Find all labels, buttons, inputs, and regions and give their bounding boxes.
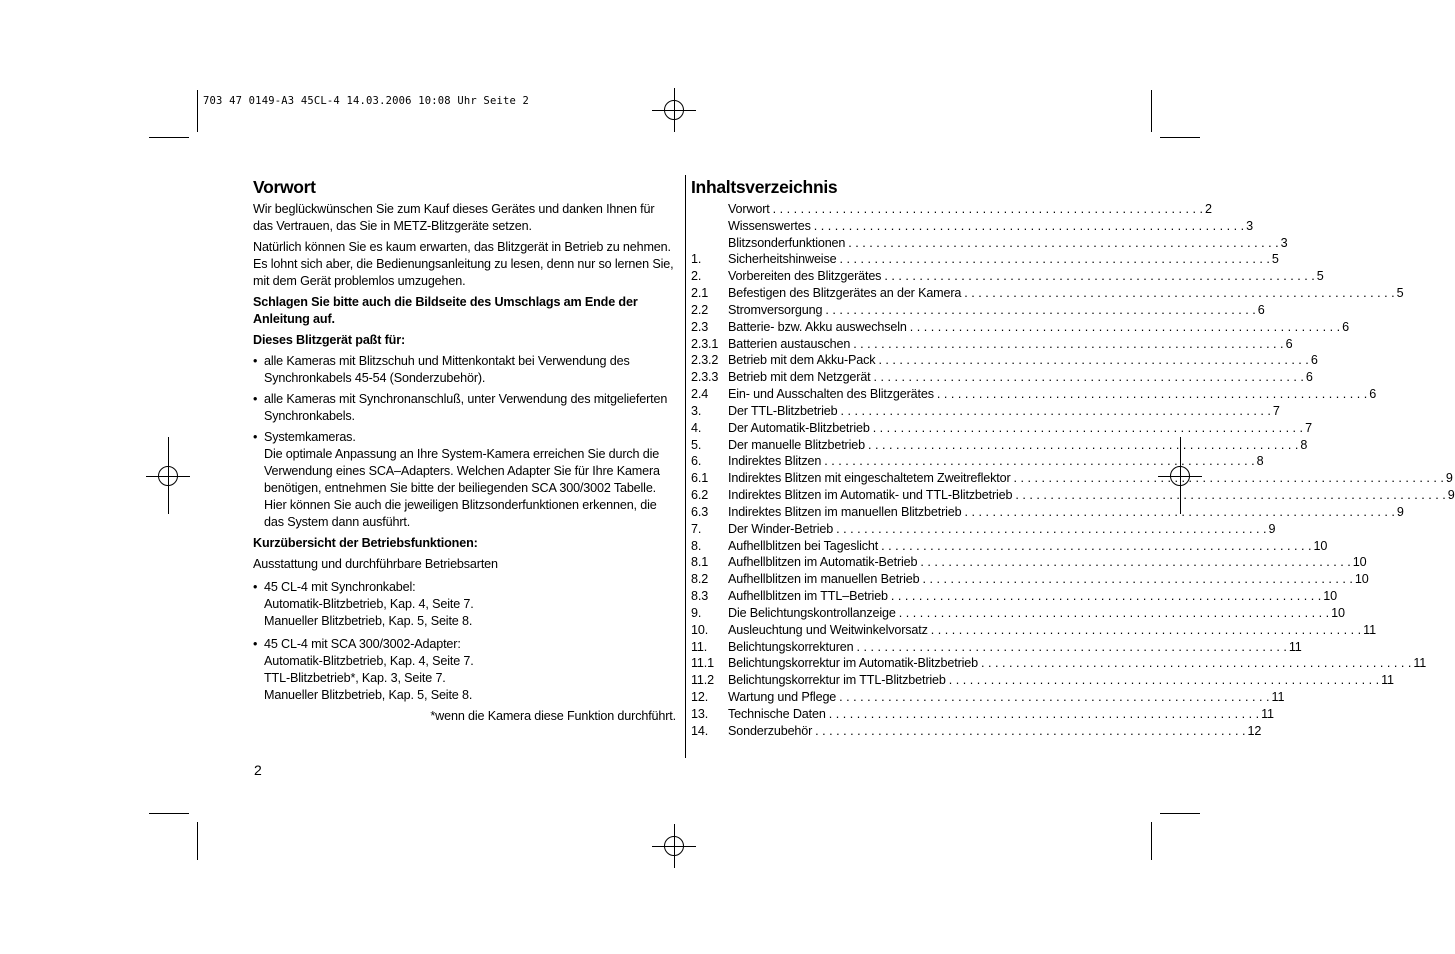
toc-entry-number: 12. xyxy=(691,690,709,705)
toc-dot-leader xyxy=(946,672,1379,689)
toc-entry xyxy=(691,571,1369,588)
toc-entry xyxy=(691,352,1318,369)
registration-mark-bottom xyxy=(652,824,696,868)
toc-entry-title: Technische Daten xyxy=(728,706,826,721)
toc-entry-page: 3 xyxy=(1280,235,1288,250)
toc-entry-page: 8 xyxy=(1256,454,1264,469)
toc-entry-page: 10 xyxy=(1331,605,1345,620)
toc-entry-page: 6 xyxy=(1257,302,1265,317)
crop-mark xyxy=(149,137,189,138)
toc-entry-title: Batterien austauschen xyxy=(728,336,851,351)
toc-entry xyxy=(691,554,1367,571)
toc-dot-leader xyxy=(822,302,1255,319)
crop-mark xyxy=(197,90,198,132)
toc-entry-title: Aufhellblitzen im manuellen Betrieb xyxy=(728,572,920,587)
toc-dot-leader xyxy=(854,639,1287,656)
toc-entry-number: 2.3.1 xyxy=(691,336,719,351)
toc-entry-number: 10. xyxy=(691,622,709,637)
cover-note: Schlagen Sie bitte auch die Bildseite des Umschlags am Ende der Anleitung auf. xyxy=(253,295,638,326)
foreword-paragraph: Wir beglückwünschen Sie zum Kauf dieses Gerätes und danken Ihnen für das Vertrauen, das Sie in METZ-Blitzgeräte setzen. xyxy=(253,202,655,233)
toc-entry xyxy=(691,689,1285,706)
list-item: • alle Kameras mit Synchronanschluß, unter Verwendung des mitgelieferten Synchronkabels. xyxy=(253,392,668,423)
toc-entry-page: 6 xyxy=(1305,370,1313,385)
toc-entry xyxy=(691,302,1265,319)
toc-entry-page: 10 xyxy=(1323,589,1338,604)
toc-entry-number: 11. xyxy=(691,639,708,654)
toc-entry-title: Blitzsonderfunktionen xyxy=(728,235,846,250)
toc-entry-title: Vorbereiten des Blitzgerätes xyxy=(728,269,882,284)
toc-dot-leader xyxy=(836,251,1269,268)
toc-dot-leader xyxy=(833,521,1266,538)
toc-entry-title: Aufhellblitzen bei Tageslicht xyxy=(728,538,879,553)
toc-dot-leader xyxy=(1011,470,1444,487)
toc-entry-number: 6.2 xyxy=(691,488,709,503)
toc-entry xyxy=(691,285,1404,302)
toc-entry xyxy=(691,319,1349,336)
column-divider xyxy=(685,175,686,758)
toc-entry-number: 2.2 xyxy=(691,302,709,317)
list-item: • Systemkameras. Die optimale Anpassung an Ihre System-Kamera erreichen Sie durch die Verwendung eines SCA–Adapters. Welchen Adapter Sie für Ihre Kamera benötigen, entnehmen Sie bitte der beiliegenden SCA 300/3002 Tabelle. Hier können Sie auch die jeweiligen Blitzsonderfunktionen erkennen, die das System dann ausführt. xyxy=(253,430,660,529)
toc-entry-number: 3. xyxy=(691,403,702,418)
toc-entry-number: 8.3 xyxy=(691,589,709,604)
toc-dot-leader xyxy=(811,218,1244,235)
toc-entry-page: 9 xyxy=(1447,488,1455,503)
toc-entry-title: Wartung und Pflege xyxy=(728,690,837,705)
toc-entry xyxy=(691,369,1313,386)
toc-entry-number: 14. xyxy=(691,723,709,738)
toc-entry xyxy=(691,336,1293,353)
toc-entry-number: 8.2 xyxy=(691,572,709,587)
toc-entry xyxy=(691,639,1302,656)
toc-entry-number xyxy=(691,201,728,218)
toc-entry-page: 11 xyxy=(1271,690,1285,705)
toc-entry-number: 2.3.3 xyxy=(691,370,719,385)
toc-dot-leader xyxy=(919,571,1352,588)
crop-mark xyxy=(1160,813,1200,814)
toc-entry-page: 7 xyxy=(1272,403,1280,418)
toc-entry-title: Aufhellblitzen im Automatik-Betrieb xyxy=(728,555,918,570)
toc-entry-title: Der TTL-Blitzbetrieb xyxy=(728,403,838,418)
toc-entry xyxy=(691,622,1376,639)
toc-entry-title: Betrieb mit dem Akku-Pack xyxy=(728,353,876,368)
toc-entry-number: 11.2 xyxy=(691,673,714,688)
foreword-heading: Vorwort xyxy=(253,177,316,197)
toc-entry-page: 5 xyxy=(1316,269,1324,284)
toc-entry xyxy=(691,437,1308,454)
toc-dot-leader xyxy=(865,437,1298,454)
toc-entry-page: 6 xyxy=(1342,319,1349,334)
toc-dot-leader xyxy=(836,689,1269,706)
toc-entry-title: Ausleuchtung und Weitwinkelvorsatz xyxy=(728,622,928,637)
toc-entry-page: 11 xyxy=(1363,622,1376,637)
toc-entry-title: Der Winder-Betrieb xyxy=(728,521,834,536)
toc-entry-page: 9 xyxy=(1268,521,1276,536)
toc-entry-number: 6. xyxy=(691,454,702,469)
toc-dot-leader xyxy=(875,352,1308,369)
toc-entry xyxy=(691,588,1338,605)
toc-entry-title: Vorwort xyxy=(728,202,770,216)
toc-heading: Inhaltsverzeichnis xyxy=(691,177,838,197)
toc-entry-number xyxy=(691,218,728,235)
toc-entry-number: 13. xyxy=(691,706,709,721)
toc-entry-page: 11 xyxy=(1413,656,1427,671)
toc-dot-leader xyxy=(978,655,1411,672)
foreword-column xyxy=(253,176,676,725)
toc-entry xyxy=(691,470,1453,487)
toc-entry-page: 10 xyxy=(1313,538,1328,553)
toc-entry-page: 6 xyxy=(1369,387,1377,402)
toc-entry-title: Belichtungskorrektur im TTL-Blitzbetrieb xyxy=(728,673,946,688)
toc-entry xyxy=(691,386,1377,403)
toc-entry-page: 6 xyxy=(1310,353,1318,368)
toc-dot-leader xyxy=(962,504,1395,521)
crop-mark xyxy=(1151,822,1152,860)
foreword-paragraph: Natürlich können Sie es kaum erwarten, das Blitzgerät in Betrieb zu nehmen. Es lohnt sich aber, die Bedienungsanleitung zu lesen, denn nur so lernen Sie, mit dem Gerät problemlos umzugehen. xyxy=(253,240,674,288)
toc-entry-title: Aufhellblitzen im TTL–Betrieb xyxy=(728,589,888,604)
footnote: *wenn die Kamera diese Funktion durchführt. xyxy=(430,709,676,723)
compatibility-heading: Dieses Blitzgerät paßt für: xyxy=(253,333,406,347)
toc-entry xyxy=(691,453,1264,470)
toc-entry-page: 9 xyxy=(1396,504,1404,519)
toc-entry xyxy=(691,655,1427,672)
toc-entry-number: 2. xyxy=(691,269,702,284)
toc-entry xyxy=(691,538,1328,555)
toc-entry xyxy=(691,723,1262,740)
toc-dot-leader xyxy=(871,369,1304,386)
overview-text: Ausstattung und durchführbare Betriebsarten xyxy=(253,557,498,571)
crop-mark xyxy=(1151,90,1152,132)
toc-entry-title: Die Belichtungskontrollanzeige xyxy=(728,605,896,620)
toc-entry-number: 1. xyxy=(691,252,702,267)
toc-entry xyxy=(691,251,1279,268)
toc-dot-leader xyxy=(961,285,1394,302)
registration-mark-left xyxy=(146,454,190,498)
toc-entry-title: Der Automatik-Blitzbetrieb xyxy=(728,420,870,435)
toc-dot-leader xyxy=(917,554,1350,571)
toc-dot-leader xyxy=(845,235,1278,252)
toc-entry-page: 11 xyxy=(1261,706,1274,721)
toc-dot-leader xyxy=(1012,487,1445,504)
toc-dot-leader xyxy=(770,201,1203,218)
toc-entry xyxy=(691,521,1276,538)
toc-entry-title: Belichtungskorrektur im Automatik-Blitzbetrieb xyxy=(728,656,978,671)
toc-dot-leader xyxy=(881,268,1314,285)
toc-entry-number: 6.1 xyxy=(691,471,709,486)
toc-entry-page: 8 xyxy=(1300,437,1308,452)
list-item: • 45 CL-4 mit SCA 300/3002-Adapter: Automatik-Blitzbetrieb, Kap. 4, Seite 7. TTL-Blitzbetrieb*, Kap. 3, Seite 7. Manueller Blitzbetrieb, Kap. 5, Seite 8. xyxy=(253,637,474,702)
toc-entry-title: Sonderzubehör xyxy=(728,723,813,738)
toc-entry-title: Stromversorgung xyxy=(728,302,823,317)
toc-column xyxy=(691,176,1455,740)
toc-entry-number: 2.1 xyxy=(691,286,709,301)
toc-entry-title: Sicherheitshinweise xyxy=(728,252,837,267)
toc-entry-title: Befestigen des Blitzgerätes an der Kamera xyxy=(728,286,962,301)
toc-entry xyxy=(691,420,1312,437)
toc-entry-title: Indirektes Blitzen xyxy=(728,454,822,469)
toc-entry-number xyxy=(691,235,728,252)
toc-entry-page: 10 xyxy=(1354,572,1369,587)
toc-entry xyxy=(691,268,1324,285)
overview-heading: Kurzübersicht der Betriebsfunktionen: xyxy=(253,536,478,550)
toc-entry xyxy=(691,201,1212,218)
toc-list xyxy=(691,201,1455,740)
toc-dot-leader xyxy=(928,622,1361,639)
toc-entry-number: 8.1 xyxy=(691,555,709,570)
toc-dot-leader xyxy=(812,723,1245,740)
toc-entry-page: 10 xyxy=(1352,555,1367,570)
list-item: • alle Kameras mit Blitzschuh und Mittenkontakt bei Verwendung des Synchronkabels 45-54 (Sonderzubehör). xyxy=(253,354,630,385)
toc-entry-page: 6 xyxy=(1285,336,1293,351)
toc-entry-number: 2.4 xyxy=(691,387,709,402)
toc-entry-page: 11 xyxy=(1288,639,1302,654)
print-slug: 703 47 0149-A3 45CL-4 14.03.2006 10:08 Uhr Seite 2 xyxy=(203,95,530,107)
toc-entry xyxy=(691,403,1280,420)
toc-dot-leader xyxy=(878,538,1311,555)
toc-entry-number: 5. xyxy=(691,437,702,452)
toc-entry-title: Indirektes Blitzen im manuellen Blitzbetrieb xyxy=(728,504,962,519)
crop-mark xyxy=(197,822,198,860)
toc-entry-number: 2.3.2 xyxy=(691,353,719,368)
page-number: 2 xyxy=(254,762,262,778)
toc-entry-title: Betrieb mit dem Netzgerät xyxy=(728,370,871,385)
toc-entry-title: Ein- und Ausschalten des Blitzgerätes xyxy=(728,387,934,402)
toc-dot-leader xyxy=(821,453,1254,470)
toc-entry-title: Der manuelle Blitzbetrieb xyxy=(728,437,865,452)
toc-entry-title: Indirektes Blitzen im Automatik- und TTL-Blitzbetrieb xyxy=(728,488,1013,503)
toc-entry-number: 2.3 xyxy=(691,319,709,334)
toc-entry-title: Belichtungskorrekturen xyxy=(728,639,854,654)
toc-dot-leader xyxy=(826,706,1259,723)
toc-entry-number: 11.1 xyxy=(691,656,714,671)
toc-entry-number: 6.3 xyxy=(691,504,709,519)
toc-dot-leader xyxy=(850,336,1283,353)
toc-entry xyxy=(691,487,1455,504)
crop-mark xyxy=(149,813,189,814)
toc-entry-page: 2 xyxy=(1205,202,1212,216)
toc-entry-page: 11 xyxy=(1381,673,1394,688)
toc-dot-leader xyxy=(888,588,1321,605)
toc-entry xyxy=(691,504,1404,521)
toc-entry-title: Wissenswertes xyxy=(728,218,811,233)
toc-entry-title: Indirektes Blitzen mit eingeschaltetem Zweitreflektor xyxy=(728,471,1011,486)
toc-entry-page: 5 xyxy=(1271,252,1279,267)
toc-dot-leader xyxy=(870,420,1303,437)
toc-entry-number: 4. xyxy=(691,420,702,435)
toc-entry-number: 7. xyxy=(691,521,702,536)
toc-dot-leader xyxy=(896,605,1329,622)
toc-entry-page: 3 xyxy=(1246,218,1253,233)
registration-mark-top xyxy=(652,88,696,132)
toc-entry-page: 12 xyxy=(1247,723,1262,738)
toc-dot-leader xyxy=(934,386,1367,403)
toc-entry-page: 9 xyxy=(1445,471,1453,486)
toc-dot-leader xyxy=(837,403,1270,420)
toc-entry-number: 8. xyxy=(691,538,702,553)
toc-entry xyxy=(691,706,1274,723)
toc-entry xyxy=(691,605,1345,622)
toc-entry xyxy=(691,672,1394,689)
list-item: • 45 CL-4 mit Synchronkabel: Automatik-Blitzbetrieb, Kap. 4, Seite 7. Manueller Blitzbetrieb, Kap. 5, Seite 8. xyxy=(253,580,474,628)
toc-entry xyxy=(691,218,1253,235)
toc-entry xyxy=(691,235,1288,252)
toc-entry-page: 7 xyxy=(1305,420,1312,435)
toc-dot-leader xyxy=(907,319,1340,336)
crop-mark xyxy=(1160,137,1200,138)
toc-entry-page: 5 xyxy=(1396,286,1404,301)
toc-entry-title: Batterie- bzw. Akku auswechseln xyxy=(728,319,907,334)
toc-entry-number: 9. xyxy=(691,605,702,620)
